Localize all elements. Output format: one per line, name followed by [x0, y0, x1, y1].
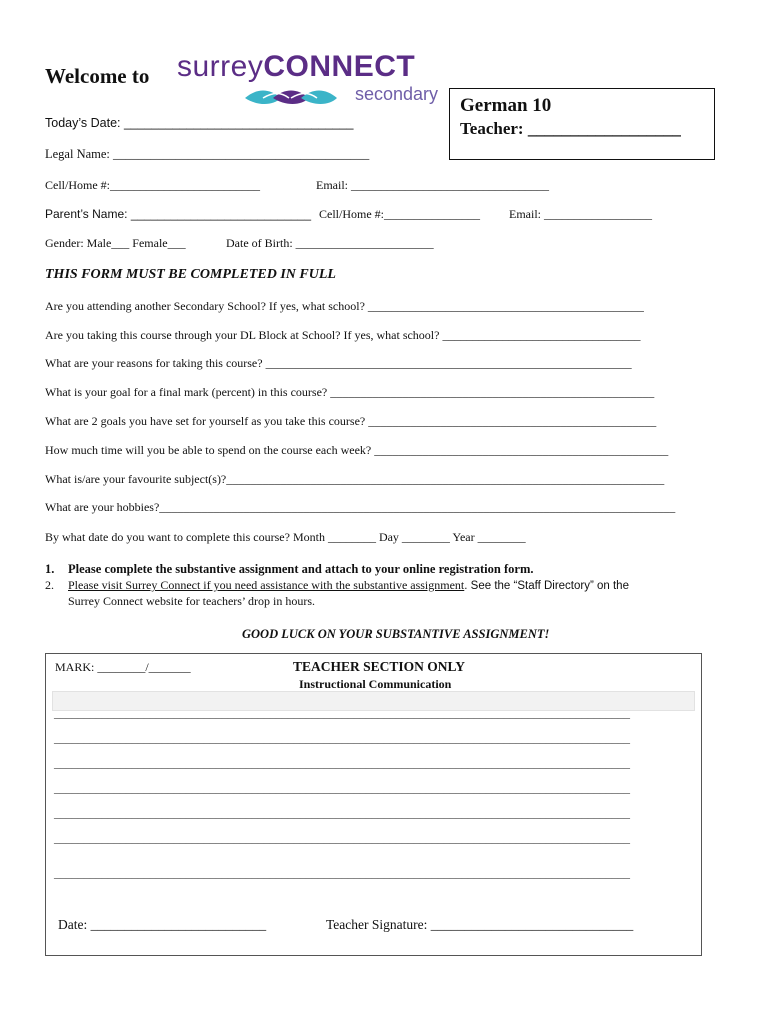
instruction-2: Please visit Surrey Connect if you need assistance with the substantive assignment. See the “Staff Directory” on the: [68, 578, 629, 592]
form-notice: THIS FORM MUST BE COMPLETED IN FULL: [45, 267, 336, 282]
parents-name-field[interactable]: Parent’s Name: ___________________________: [45, 207, 312, 221]
instruction-1: Please complete the substantive assignment and attach to your online registration form.: [68, 562, 534, 576]
instruction-2-number: 2.: [45, 578, 54, 592]
date-of-birth-field[interactable]: Date of Birth: _______________________: [226, 236, 434, 250]
todays-date-field[interactable]: Today’s Date: _________________________________: [45, 116, 354, 130]
question-dl-block[interactable]: Are you taking this course through your DL Block at School? If yes, what school? _________________________________: [45, 328, 641, 342]
logo-brand-thin: surrey: [177, 50, 264, 83]
teacher-section-title: TEACHER SECTION ONLY: [293, 659, 466, 674]
teacher-field[interactable]: Teacher: __________________: [460, 119, 681, 138]
question-goal-mark[interactable]: What is your goal for a final mark (percent) in this course? ______________________________________________________: [45, 385, 655, 399]
comment-line[interactable]: ________________________________________________________________________________________________: [54, 731, 630, 745]
teacher-date-field[interactable]: Date: __________________________: [58, 917, 267, 932]
teacher-section-box: [45, 653, 702, 956]
logo-waves-icon: [243, 86, 355, 108]
course-box: [449, 88, 715, 160]
comment-line[interactable]: ________________________________________________________________________________________________: [54, 866, 630, 880]
comment-line[interactable]: ________________________________________________________________________________________________: [54, 706, 630, 720]
logo-subtitle: secondary: [355, 84, 439, 104]
comment-line[interactable]: ________________________________________________________________________________________________: [54, 806, 630, 820]
instruction-2-continued: Surrey Connect website for teachers’ drop in hours.: [68, 594, 316, 608]
logo-wordmark: [177, 50, 415, 84]
question-reasons[interactable]: What are your reasons for taking this course? _____________________________________________________________: [45, 356, 632, 370]
question-time-per-week[interactable]: How much time will you be able to spend on the course each week? _________________________________________________: [45, 443, 669, 457]
comment-line[interactable]: ________________________________________________________________________________________________: [54, 756, 630, 770]
question-hobbies[interactable]: What are your hobbies?______________________________________________________________________________________: [45, 500, 676, 514]
email-field[interactable]: Email: _________________________________: [316, 178, 549, 192]
comment-line[interactable]: ________________________________________________________________________________________________: [54, 831, 630, 845]
course-title: German 10: [460, 95, 552, 116]
legal-name-field[interactable]: Legal Name: _________________________________________: [45, 147, 370, 161]
question-favourite-subjects[interactable]: What is/are your favourite subject(s)?_________________________________________________________________________: [45, 472, 665, 486]
teacher-signature-field[interactable]: Teacher Signature: ______________________________: [326, 917, 634, 932]
question-two-goals[interactable]: What are 2 goals you have set for yourself as you take this course? ________________________________________________: [45, 414, 657, 428]
question-completion-date[interactable]: By what date do you want to complete this course? Month ________ Day ________ Year ________: [45, 530, 526, 544]
cell-home-field[interactable]: Cell/Home #:_________________________: [45, 178, 260, 192]
logo-brand-bold: CONNECT: [263, 50, 416, 83]
parent-cell-field[interactable]: Cell/Home #:________________: [319, 207, 480, 221]
question-other-school[interactable]: Are you attending another Secondary School? If yes, what school? ______________________________________________: [45, 299, 644, 313]
mark-field[interactable]: MARK: ________/_______: [55, 660, 191, 674]
instruction-2-link[interactable]: Please visit Surrey Connect if you need assistance with the substantive assignment: [68, 578, 465, 592]
comment-line[interactable]: ________________________________________________________________________________________________: [54, 781, 630, 795]
good-luck-message: GOOD LUCK ON YOUR SUBSTANTIVE ASSIGNMENT!: [242, 627, 550, 641]
parent-email-field[interactable]: Email: __________________: [509, 207, 652, 221]
welcome-heading: Welcome to: [45, 64, 150, 88]
gender-field[interactable]: Gender: Male___ Female___: [45, 236, 186, 250]
instruction-1-number: 1.: [45, 562, 55, 576]
surrey-connect-logo: [177, 50, 452, 108]
teacher-section-subtitle: Instructional Communication: [299, 677, 452, 691]
